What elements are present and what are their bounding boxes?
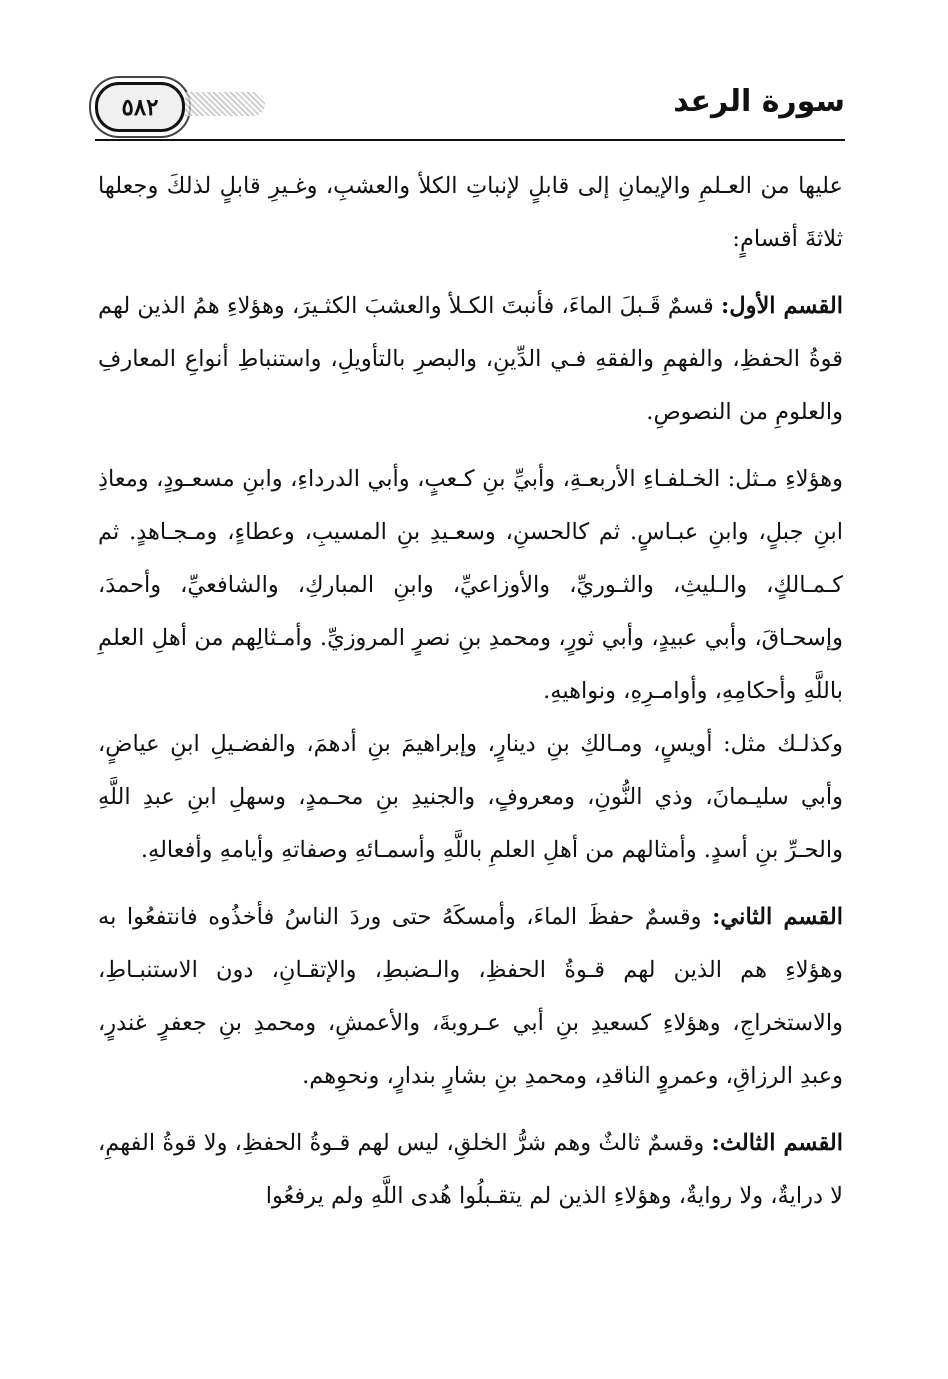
page-body xyxy=(98,160,843,1237)
paragraph-examples xyxy=(98,453,843,718)
page-header xyxy=(95,78,845,140)
paragraph-second-section xyxy=(98,891,843,1103)
section-label: القسم الأول: xyxy=(720,293,843,319)
paragraph-text: وقسمٌ ثالثٌ وهم شرُّ الخلقِ، ليس لهم قـوةُ الحفظِ، ولا قوةُ الفهمِ، لا درايةٌ، ولا روايةٌ، وهؤلاءِ الذين لم يتقـبلُوا هُدى اللَّهِ ولم يرفعُوا xyxy=(98,1130,843,1209)
paragraph-text: عليها من العـلمِ والإيمانِ إلى قابلٍ لإنباتِ الكلأ والعشبِ، وغـيرِ قابلٍ لذلكَ وجعلها ثلاثةَ أقسامٍ: xyxy=(98,173,843,252)
paragraph-text: وكذلـك مثل: أويسٍ، ومـالكِ بنِ دينارٍ، وإبراهيمَ بنِ أدهمَ، والفضـيلِ ابنِ عياضٍ، وأبي سليـمانَ، وذي النُّونِ، ومعروفٍ، والجنيدِ بنِ محـمدٍ، وسهلِ ابنِ عبدِ اللَّهِ والحـرِّ بنِ أسدٍ. وأمثالهم من أهلِ العلمِ باللَّهِ وأسمـائهِ وصفاتهِ وأيامهِ وأفعالهِ. xyxy=(98,731,843,863)
surah-title: سورة الرعد xyxy=(673,84,845,119)
section-label: القسم الثالث: xyxy=(711,1130,843,1156)
paragraph-intro xyxy=(98,160,843,266)
page-number: ٥٨٢ xyxy=(121,93,159,121)
paragraph-text: وهؤلاءِ مـثل: الخـلفـاءِ الأربعـةِ، وأبيِّ بنِ كـعبٍ، وأبي الدرداءِ، وابنِ مسعـودٍ، ومعاذِ ابنِ جبلٍ، وابنِ عبـاسٍ. ثم كالحسنِ، وسعـيدِ بنِ المسيبِ، وعطاءٍ، ومـجـاهدٍ. ثم كـمـالكٍ، والـليثِ، والثـوريِّ، والأوزاعيِّ، وابنِ المباركِ، والشافعيِّ، وأحمدَ، وإسحـاقَ، وأبي عبيدٍ، وأبي ثورٍ، ومحمدِ بنِ نصرٍ المروزيِّ. وأمـثالِهم من أهلِ العلمِ باللَّهِ وأحكامِهِ، وأوامـرِهِ، ونواهيهِ. xyxy=(98,466,843,704)
page-number-badge xyxy=(95,82,185,132)
header-rule xyxy=(95,139,845,141)
paragraph-examples-continued xyxy=(98,718,843,877)
paragraph-first-section xyxy=(98,280,843,439)
paragraph-text: وقسمٌ حفظَ الماءَ، وأمسكَهُ حتى وردَ الناسُ فأخذُوه فانتفعُوا به وهؤلاءِ هم الذين لهم قـوةُ الحفظِ، والـضبطِ، والإتقـانِ، دون الاستنبـاطِ، والاستخراجِ، وهؤلاءِ كسعيدِ بنِ أبي عـروبةَ، والأعمشِ، ومحمدِ بنِ جعفرٍ غندرٍ، وعبدِ الرزاقِ، وعمروٍ الناقدِ، ومحمدِ بنِ بشارٍ بندارٍ، ونحوِهم. xyxy=(98,904,843,1089)
paragraph-text: قسمٌ قَـبلَ الماءَ، فأنبتَ الكـلأ والعشبَ الكثـيرَ، وهؤلاءِ همُ الذين لهم قوةُ الحفظِ، والفهمِ والفقهِ فـي الدِّينِ، والبصرِ بالتأويلِ، واستنباطِ أنواعِ المعارفِ والعلومِ من النصوصِ. xyxy=(98,293,843,425)
badge-ornament xyxy=(185,92,265,116)
section-label: القسم الثاني: xyxy=(712,904,843,930)
paragraph-third-section xyxy=(98,1117,843,1223)
